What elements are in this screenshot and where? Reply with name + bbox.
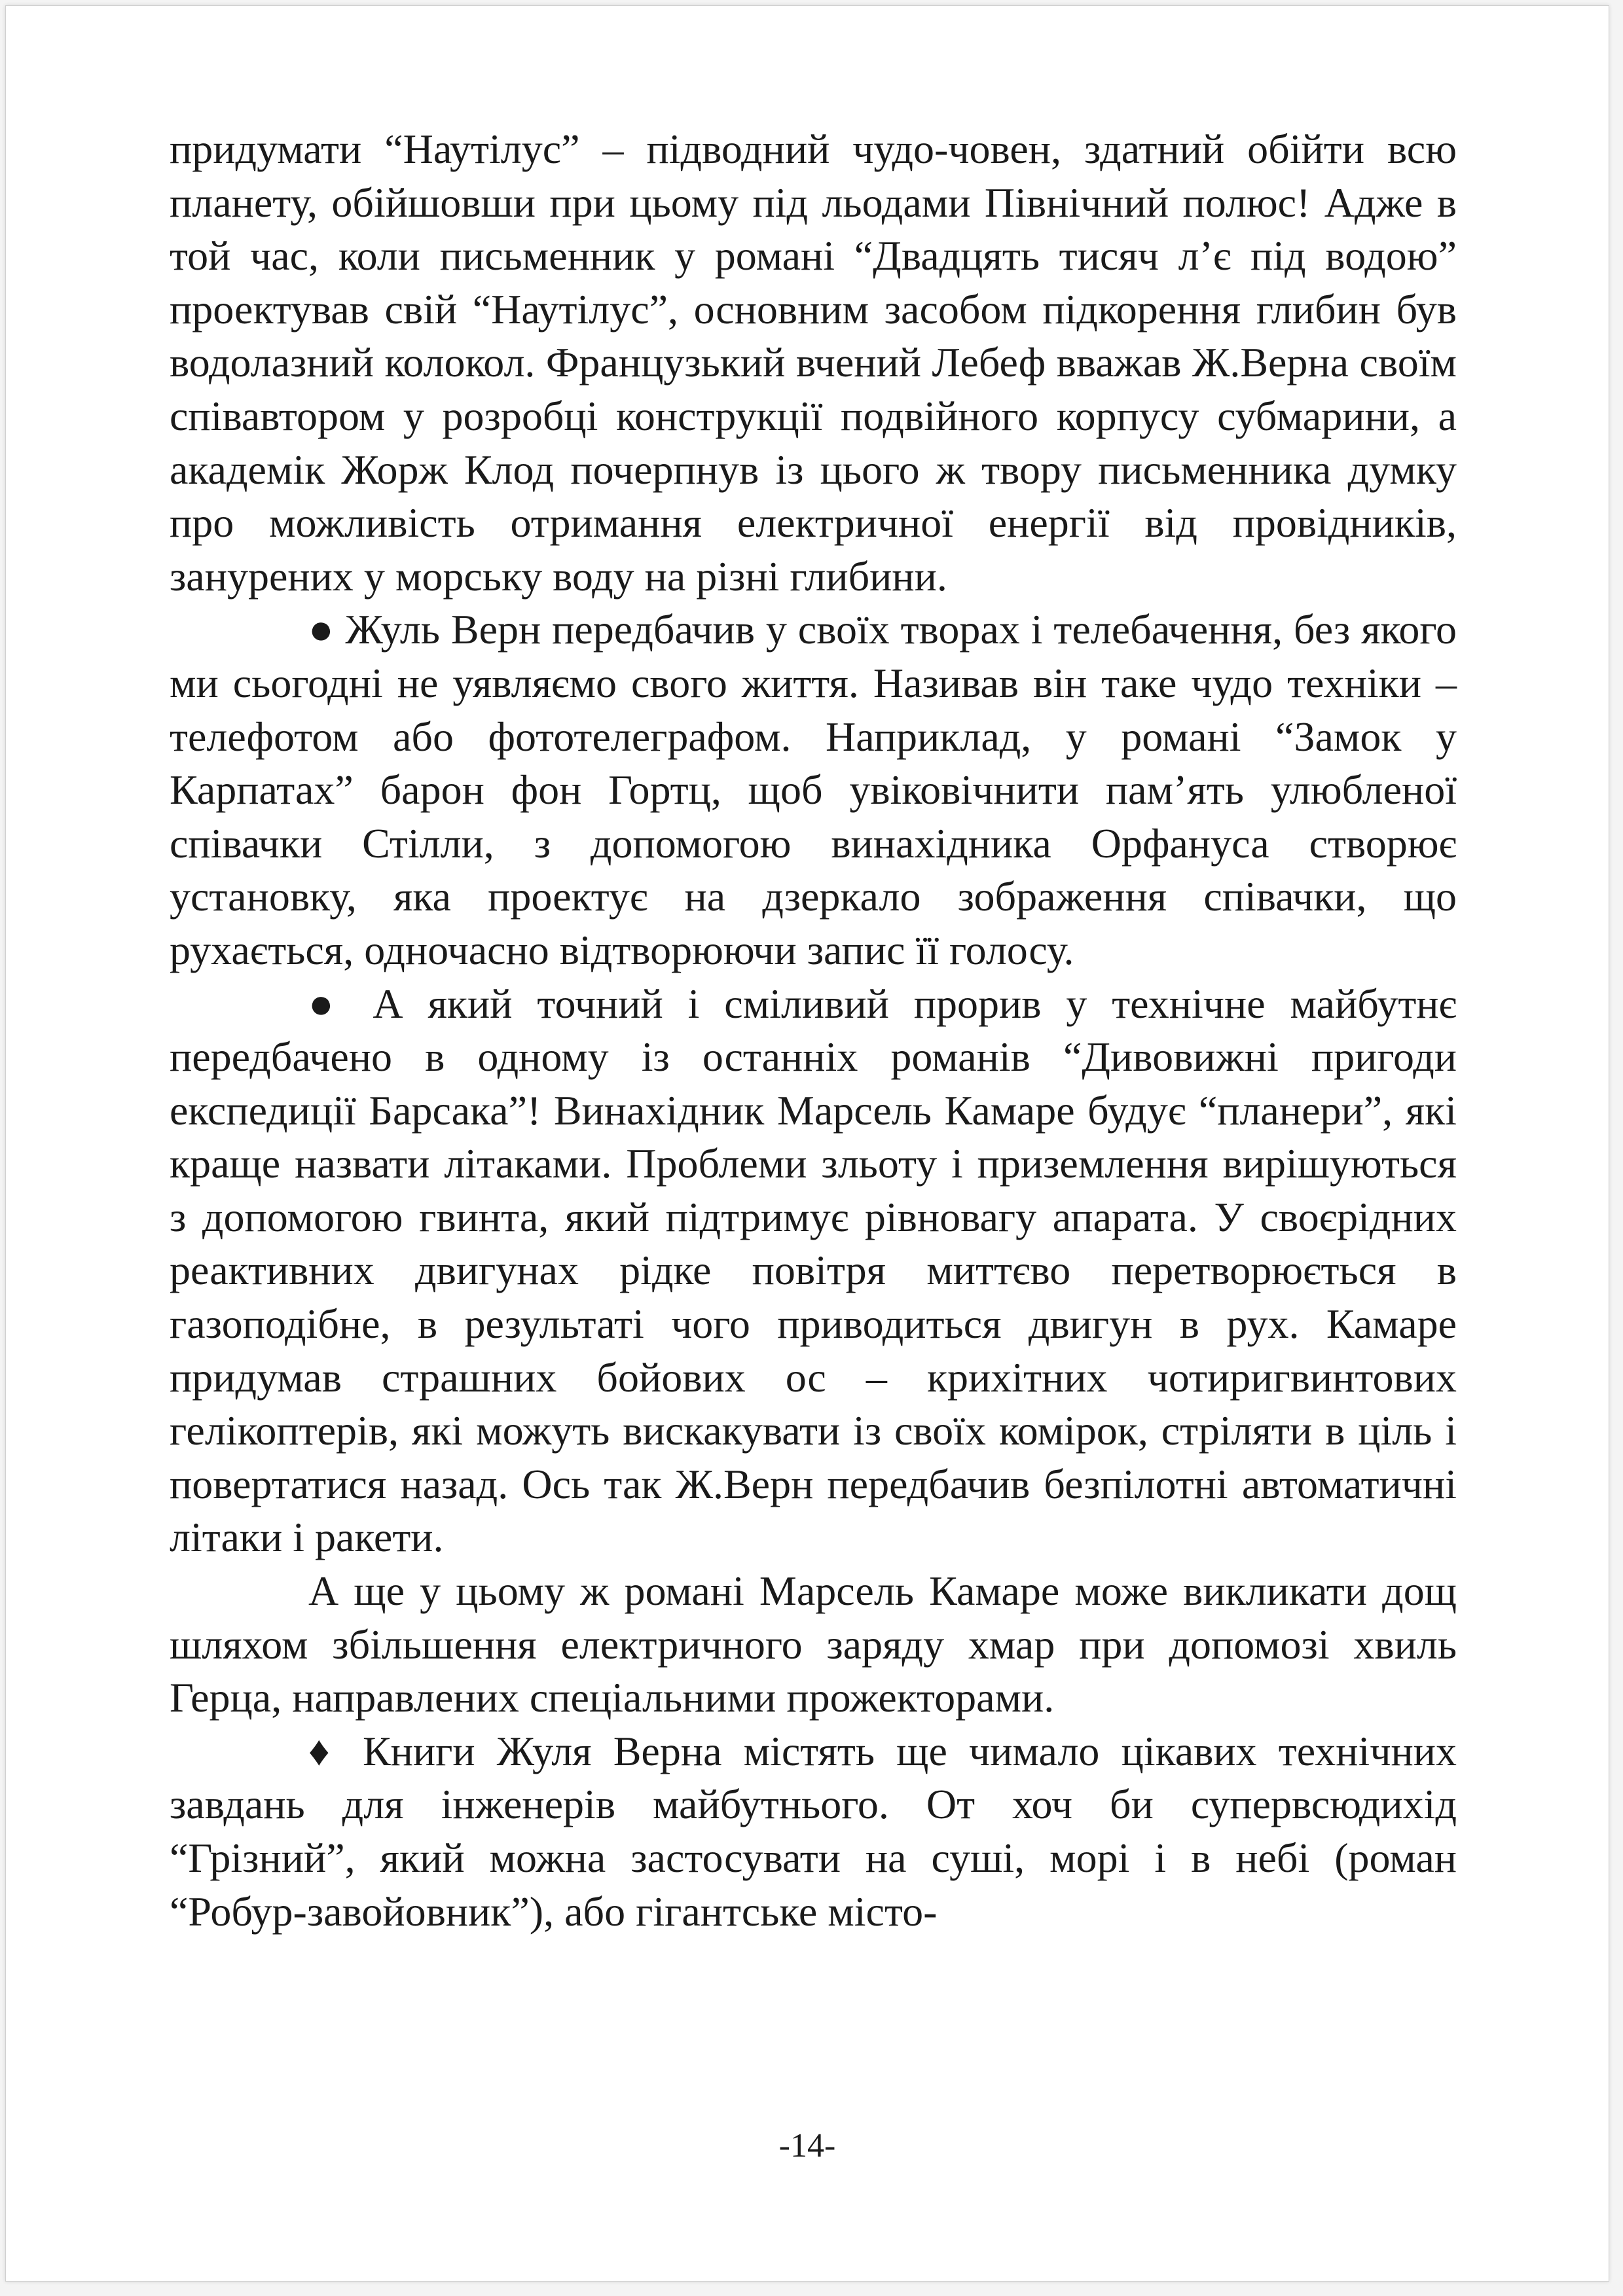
- paragraph-3: ● А який точний і сміливий прорив у технічне майбутнє передбачено в одному із останніх романів “Дивовижні пригоди експедиції Барсака”! Винахідник Марсель Камаре будує “планери”, які краще назвати літаками. Проблеми зльоту і приземлення вирішуються з допомогою гвинта, який підтримує рівновагу апарата. У своєрідних реактивних двигунах рідке повітря миттєво перетворюється в газоподібне, в результаті чого приводиться двигун в рух. Камаре придумав страшних бойових ос – крихітних чотиригвинтових гелікоптерів, які можуть вискакувати із своїх комірок, стріляти в ціль і повертатися назад. Ось так Ж.Верн передбачив безпілотні автоматичні літаки і ракети.: [170, 980, 1457, 1561]
- page-number: -14-: [778, 2127, 836, 2164]
- page-body: [170, 122, 1457, 1938]
- paragraph-4: А ще у цьому ж романі Марсель Камаре може викликати дощ шляхом збільшення електричного заряду хмар при допомозі хвиль Герца, направлених спеціальними прожекторами.: [170, 1568, 1457, 1721]
- paragraph-2: ● Жуль Верн передбачив у своїх творах і телебачення, без якого ми сьогодні не уявляємо свого життя. Називав він таке чудо техніки – телефотом або фототелеграфом. Наприклад, у романі “Замок у Карпатах” барон фон Гортц, щоб увіковічнити пам’ять улюбленої співачки Стілли, з допомогою винахідника Орфануса створює установку, яка проектує на дзеркало зображення співачки, що рухається, одночасно відтворюючи запис її голосу.: [170, 606, 1457, 973]
- paragraph-1: придумати “Наутілус” – підводний чудо-човен, здатний обійти всю планету, обійшовши при цьому під льодами Північний полюс! Адже в той час, коли письменник у романі “Двадцять тисяч л’є під водою” проектував свій “Наутілус”, основним засобом підкорення глибин був водолазний колокол. Французький вчений Лебеф вважав Ж.Верна своїм співавтором у розробці конструкції подвійного корпусу субмарини, а академік Жорж Клод почерпнув із цього ж твору письменника думку про можливість отримання електричної енергії від провідників, занурених у морську воду на різні глибини.: [170, 126, 1457, 600]
- document-page: [5, 5, 1609, 2282]
- paragraph-5: ♦ Книги Жуля Верна містять ще чимало цікавих технічних завдань для інженерів майбутнього. От хоч би супервсюдихід “Грізний”, який можна застосувати на суші, морі і в небі (роман “Робур-завойовник”), або гігантське місто-: [170, 1727, 1457, 1935]
